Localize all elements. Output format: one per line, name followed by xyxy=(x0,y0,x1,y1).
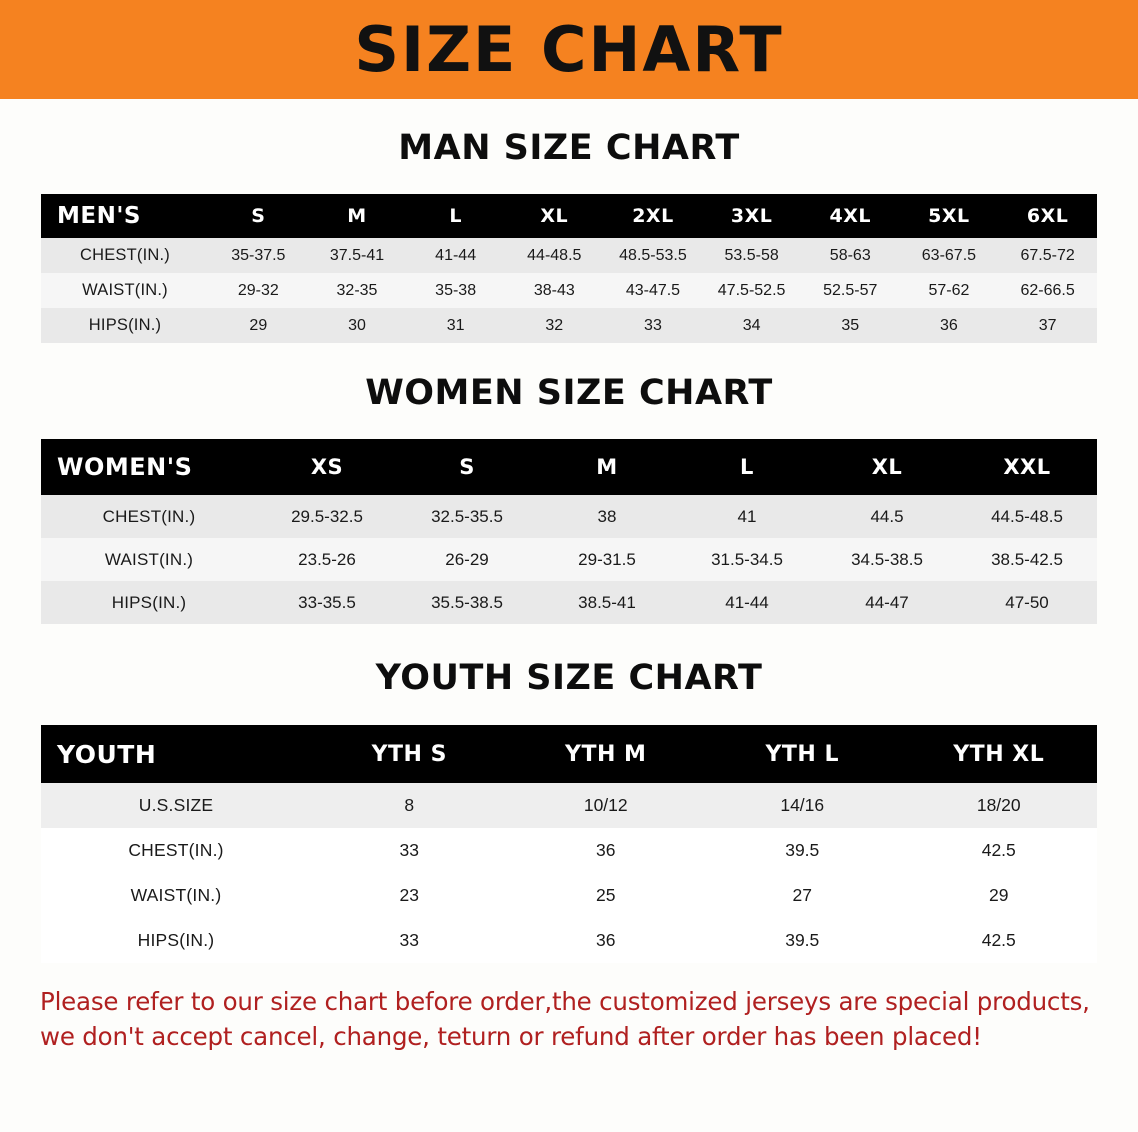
col-header-6xl: 6XL xyxy=(1026,205,1069,227)
youth-section-heading: YOUTH SIZE CHART xyxy=(375,658,763,698)
youth-table-wrap xyxy=(0,725,1138,963)
cell: 38.5-42.5 xyxy=(991,549,1063,569)
cell: 33 xyxy=(399,930,419,950)
cell: 34 xyxy=(742,316,761,334)
cell: 25 xyxy=(596,885,616,905)
cell: 30 xyxy=(348,316,366,334)
cell: 29-32 xyxy=(237,281,279,299)
cell: 39.5 xyxy=(785,840,820,860)
col-header-s: S xyxy=(459,455,475,479)
cell: 32-35 xyxy=(336,281,378,299)
cell: 29.5-32.5 xyxy=(291,506,363,526)
cell: 36 xyxy=(596,840,616,860)
table-header-row xyxy=(41,439,1097,495)
table-row xyxy=(41,238,1097,273)
cell: 35 xyxy=(841,316,860,334)
col-header-4xl: 4XL xyxy=(829,205,871,227)
disclaimer-line-1: Please refer to our size chart before order,the customized jerseys are special products, xyxy=(40,987,1090,1016)
cell: 32.5-35.5 xyxy=(431,506,503,526)
man-table-wrap xyxy=(0,194,1138,343)
table-row xyxy=(41,873,1097,918)
cell: 8 xyxy=(404,795,415,815)
cell: 10/12 xyxy=(583,795,628,815)
cell: 29 xyxy=(249,316,268,334)
cell: 23 xyxy=(399,885,419,905)
col-header-yth-l: YTH L xyxy=(765,741,840,767)
col-header-s: S xyxy=(251,205,266,227)
table-row xyxy=(41,581,1097,624)
row-label-chest: CHEST(IN.) xyxy=(80,246,170,264)
cell: 35.5-38.5 xyxy=(431,592,503,612)
table-row xyxy=(41,538,1097,581)
col-header-5xl: 5XL xyxy=(928,205,970,227)
row-label-waist: WAIST(IN.) xyxy=(82,281,168,299)
col-header-xl: XL xyxy=(540,205,569,227)
col-header-womens: WOMEN'S xyxy=(57,453,193,481)
cell: 34.5-38.5 xyxy=(851,549,923,569)
col-header-xs: XS xyxy=(310,455,344,479)
cell: 43-47.5 xyxy=(625,281,681,299)
cell: 37 xyxy=(1038,316,1057,334)
cell: 42.5 xyxy=(981,840,1016,860)
cell: 31 xyxy=(446,316,465,334)
disclaimer-note xyxy=(0,985,1138,1055)
cell: 47-50 xyxy=(1005,592,1049,612)
cell: 41-44 xyxy=(725,592,769,612)
cell: 33 xyxy=(644,316,662,334)
col-header-l: L xyxy=(449,205,462,227)
row-label-chest: CHEST(IN.) xyxy=(128,840,224,860)
cell: 44.5-48.5 xyxy=(991,506,1063,526)
cell: 53.5-58 xyxy=(724,246,779,264)
table-row xyxy=(41,495,1097,538)
col-header-xxl: XXL xyxy=(1003,455,1051,479)
cell: 23.5-26 xyxy=(298,549,356,569)
cell: 58-63 xyxy=(829,246,871,264)
man-size-table xyxy=(41,194,1097,343)
col-header-m: M xyxy=(596,455,618,479)
cell: 44.5 xyxy=(870,506,904,526)
cell: 27 xyxy=(792,885,812,905)
cell: 29 xyxy=(989,885,1009,905)
cell: 33 xyxy=(399,840,419,860)
col-header-2xl: 2XL xyxy=(632,205,674,227)
row-label-hips: HIPS(IN.) xyxy=(88,316,162,334)
cell: 32 xyxy=(545,316,564,334)
table-row xyxy=(41,918,1097,963)
cell: 42.5 xyxy=(981,930,1016,950)
col-header-3xl: 3XL xyxy=(730,205,773,227)
cell: 39.5 xyxy=(785,930,820,950)
man-section-heading: MAN SIZE CHART xyxy=(398,128,740,168)
table-row xyxy=(41,308,1097,343)
disclaimer-line-2: we don't accept cancel, change, teturn or refund after order has been placed! xyxy=(40,1021,982,1051)
cell: 41-44 xyxy=(435,246,477,264)
cell: 41 xyxy=(737,506,757,526)
cell: 14/16 xyxy=(780,795,825,815)
row-label-us-size: U.S.SIZE xyxy=(138,795,214,815)
cell: 36 xyxy=(940,316,958,334)
cell: 35-38 xyxy=(435,281,477,299)
row-label-hips: HIPS(IN.) xyxy=(111,592,187,612)
cell: 38.5-41 xyxy=(578,592,636,612)
cell: 31.5-34.5 xyxy=(711,549,783,569)
cell: 26-29 xyxy=(445,549,489,569)
cell: 47.5-52.5 xyxy=(717,281,786,299)
cell: 52.5-57 xyxy=(823,281,878,299)
women-section-heading: WOMEN SIZE CHART xyxy=(365,373,773,413)
col-header-xl: XL xyxy=(871,455,903,479)
cell: 35-37.5 xyxy=(231,246,286,264)
cell: 57-62 xyxy=(928,281,970,299)
women-table-wrap xyxy=(0,439,1138,624)
cell: 36 xyxy=(596,930,616,950)
cell: 44-48.5 xyxy=(527,246,582,264)
row-label-hips: HIPS(IN.) xyxy=(137,930,215,950)
col-header-youth: YOUTH xyxy=(57,739,157,769)
cell: 63-67.5 xyxy=(921,246,977,264)
cell: 18/20 xyxy=(976,795,1021,815)
page-title: SIZE CHART xyxy=(354,12,784,86)
cell: 29-31.5 xyxy=(578,549,636,569)
cell: 37.5-41 xyxy=(329,246,385,264)
cell: 38-43 xyxy=(533,281,575,299)
cell: 38 xyxy=(597,506,617,526)
col-header-l: L xyxy=(740,455,754,479)
table-row xyxy=(41,828,1097,873)
row-label-chest: CHEST(IN.) xyxy=(102,506,196,526)
page-banner xyxy=(0,0,1138,99)
table-row xyxy=(41,273,1097,308)
col-header-yth-m: YTH M xyxy=(565,741,647,767)
table-header-row xyxy=(41,194,1097,238)
women-size-table xyxy=(41,439,1097,624)
row-label-waist: WAIST(IN.) xyxy=(104,549,194,569)
col-header-mens: MEN'S xyxy=(57,203,141,229)
cell: 44-47 xyxy=(865,592,909,612)
youth-size-table xyxy=(41,725,1097,963)
col-header-yth-xl: YTH XL xyxy=(953,741,1045,767)
col-header-m: M xyxy=(347,205,367,227)
table-row xyxy=(41,783,1097,828)
cell: 67.5-72 xyxy=(1020,246,1075,264)
cell: 62-66.5 xyxy=(1020,281,1075,299)
table-header-row xyxy=(41,725,1097,783)
col-header-yth-s: YTH S xyxy=(371,741,447,767)
cell: 33-35.5 xyxy=(298,592,356,612)
row-label-waist: WAIST(IN.) xyxy=(130,885,222,905)
cell: 48.5-53.5 xyxy=(619,246,687,264)
